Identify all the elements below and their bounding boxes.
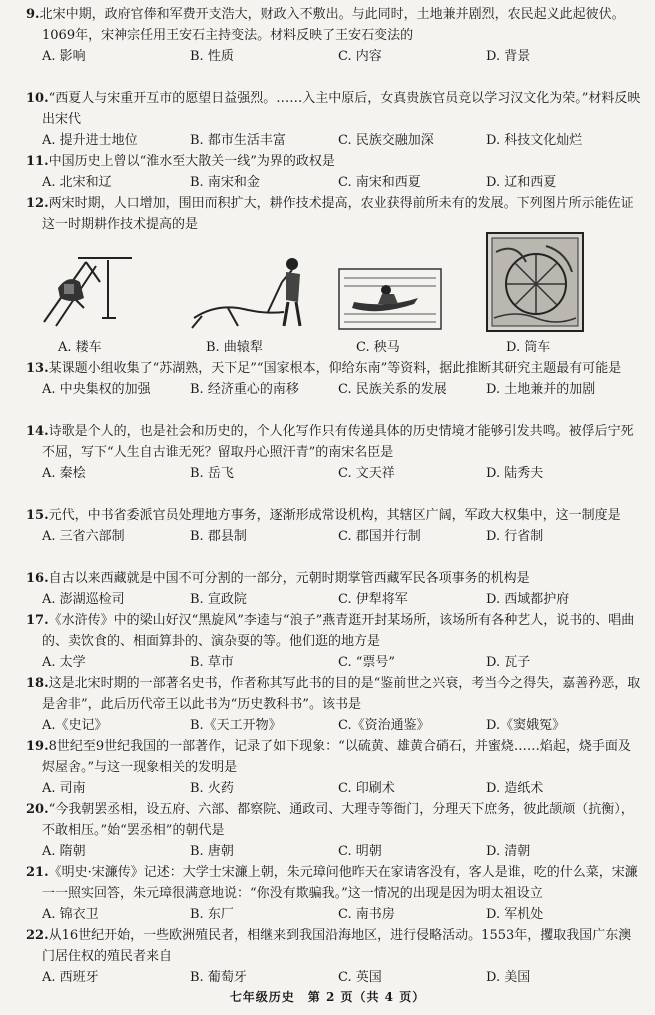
option-b[interactable]: B. 都市生活丰富	[190, 133, 286, 148]
option-d[interactable]: D. 瓦子	[486, 655, 531, 670]
option-a[interactable]: A. 三省六部制	[42, 529, 125, 544]
option-b[interactable]: B. 草市	[190, 655, 234, 670]
options	[42, 904, 641, 925]
option-d[interactable]: D. 陆秀夫	[486, 466, 544, 481]
question-stem	[26, 358, 641, 379]
question-stem	[26, 862, 641, 904]
question-number: 14.	[26, 424, 49, 439]
options	[42, 841, 641, 862]
option-d[interactable]: D. 造纸术	[486, 781, 544, 796]
question-number: 22.	[26, 928, 49, 943]
option-d[interactable]: D.《窦娥冤》	[486, 718, 566, 733]
option-c[interactable]: C. 南宋和西夏	[338, 175, 421, 190]
question-20	[0, 799, 655, 862]
options	[42, 715, 641, 736]
question-14	[0, 421, 655, 484]
question-number: 9.	[26, 7, 40, 22]
option-a[interactable]: A. 澎湖巡检司	[42, 592, 125, 607]
question-stem	[26, 421, 641, 463]
option-d[interactable]: D. 辽和西夏	[486, 175, 557, 190]
option-b[interactable]: B. 宣政院	[190, 592, 247, 607]
question-19	[0, 736, 655, 799]
option-d[interactable]: D. 行省制	[486, 529, 544, 544]
option-b[interactable]: B. 岳飞	[190, 466, 234, 481]
question-number: 10.	[26, 91, 49, 106]
question-16	[0, 568, 655, 610]
option-a[interactable]: A. 司南	[42, 781, 86, 796]
stem-text: 北宋中期，政府官俸和军费开支浩大，财政入不敷出。与此同时，土地兼并剧烈，农民起义此起彼伏。1069年，宋神宗任用王安石主持变法。材料反映了王安石变法的	[39, 7, 625, 43]
stem-text: 中国历史上曾以“淮水至大散关一线”为界的政权是	[48, 154, 335, 169]
option-b[interactable]: B. 火药	[190, 781, 234, 796]
stem-text: 8世纪至9世纪我国的一部著作，记录了如下现象：“以硫黄、雄黄合硝石，并蜜烧……焰起，烧手面及烬屋舍。”与这一现象相关的发明是	[42, 739, 631, 775]
question-10	[0, 88, 655, 151]
figure-caption-d[interactable]: D. 筒车	[506, 340, 551, 355]
option-c[interactable]: C. 伊犁将军	[338, 592, 408, 607]
question-stem	[26, 88, 641, 130]
option-a[interactable]: A. 隋朝	[42, 844, 86, 859]
stem-text: 元代，中书省委派官员处理地方事务，逐渐形成常设机构，其辖区广阔，军政大权集中，这一制度是	[48, 508, 621, 523]
option-b[interactable]: B. 南宋和金	[190, 175, 260, 190]
option-b[interactable]: B. 东厂	[190, 907, 234, 922]
question-number: 17.	[26, 613, 49, 628]
option-d[interactable]: D. 美国	[486, 970, 531, 985]
figure-caption-c[interactable]: C. 秧马	[356, 340, 400, 355]
options	[42, 463, 641, 484]
stem-text: 自古以来西藏就是中国不可分割的一部分，元朝时期掌管西藏军民各项事务的机构是	[48, 571, 530, 586]
waterwheel-icon[interactable]	[486, 232, 584, 332]
question-stem	[26, 736, 641, 778]
stem-text: 从16世纪开始，一些欧洲殖民者，相继来到我国沿海地区，进行侵略活动。1553年，攫取我国广东澳门居住权的殖民者来自	[42, 928, 632, 964]
rice-seedling-horse-icon[interactable]	[338, 268, 442, 330]
question-number: 16.	[26, 571, 49, 586]
option-d[interactable]: D. 军机处	[486, 907, 544, 922]
option-c[interactable]: C. “票号”	[338, 655, 396, 670]
option-d[interactable]: D. 背景	[486, 49, 531, 64]
question-number: 12.	[26, 196, 49, 211]
stem-text: 《明史·宋濂传》记述：大学士宋濂上朝，朱元璋问他昨天在家请客没有，客人是谁，吃的什么菜，宋濂一一照实回答，朱元璋很满意地说：“你没有欺骗我。”这一情况的出现是因为明太祖设立	[42, 865, 638, 901]
options	[42, 379, 641, 400]
question-stem	[26, 925, 641, 967]
option-a[interactable]: A. 影响	[42, 49, 86, 64]
option-b[interactable]: B. 葡萄牙	[190, 970, 247, 985]
question-9	[0, 4, 655, 67]
option-a[interactable]: A. 西班牙	[42, 970, 99, 985]
stem-text: 这是北宋时期的一部著名史书，作者称其写此书的目的是“鉴前世之兴衰，考当今之得失，嘉善矜恶，取是舍非”，此后历代帝王以此书为“历史教科书”。该书是	[42, 676, 641, 712]
question-number: 13.	[26, 361, 49, 376]
option-a[interactable]: A. 秦桧	[42, 466, 86, 481]
options	[42, 967, 641, 988]
option-c[interactable]: C. 文天祥	[338, 466, 395, 481]
question-number: 11.	[26, 154, 49, 169]
question-12	[0, 193, 655, 235]
stem-text: “今我朝罢丞相，设五府、六部、都察院、通政司、大理寺等衙门，分理天下庶务，彼此颉颃（抗衡），不敢相压。”始“罢丞相”的朝代是	[42, 802, 634, 838]
stem-text: 《水浒传》中的梁山好汉“黑旋风”李逵与“浪子”燕青逛开封某场所，该场所有各种艺人，说书的、唱曲的、卖饮食的、相面算卦的、演杂耍的等。他们逛的地方是	[42, 613, 635, 649]
question-number: 18.	[26, 676, 49, 691]
option-a[interactable]: A. 锦衣卫	[42, 907, 99, 922]
option-a[interactable]: A. 提升进士地位	[42, 133, 138, 148]
question-stem	[26, 151, 641, 172]
options	[42, 589, 641, 610]
stem-text: 某课题小组收集了“苏湖熟，天下足”“国家根本，仰给东南”等资料，据此推断其研究主题最有可能是	[48, 361, 622, 376]
question-stem	[26, 673, 641, 715]
option-d[interactable]: D. 西域都护府	[486, 592, 570, 607]
stem-text: 诗歌是个人的，也是社会和历史的，个人化写作只有传递具体的历史情境才能够引发共鸣。被俘后宁死不屈，写下“人生自古谁无死？留取丹心照汗青”的南宋名臣是	[42, 424, 634, 460]
question-number: 19.	[26, 739, 49, 754]
question-number: 20.	[26, 802, 49, 817]
option-b[interactable]: B. 性质	[190, 49, 234, 64]
option-a[interactable]: A. 太学	[42, 655, 86, 670]
question-13	[0, 358, 655, 400]
seed-drill-icon[interactable]	[38, 252, 138, 332]
figure-caption-b[interactable]: B. 曲辕犁	[206, 340, 263, 355]
question-15	[0, 505, 655, 547]
question-21	[0, 862, 655, 925]
option-c[interactable]: C.《资治通鉴》	[338, 718, 430, 733]
question-17	[0, 610, 655, 673]
option-c[interactable]: C. 南书房	[338, 907, 395, 922]
option-c[interactable]: C. 民族交融加深	[338, 133, 434, 148]
question-18	[0, 673, 655, 736]
stem-text: 两宋时期，人口增加，围田而积扩大，耕作技术提高，农业获得前所未有的发展。下列图片所示能佐证这一时期耕作技术提高的是	[42, 196, 634, 232]
option-b[interactable]: B. 经济重心的南移	[190, 382, 299, 397]
option-d[interactable]: D. 科技文化灿烂	[486, 133, 583, 148]
option-d[interactable]: D. 土地兼并的加剧	[486, 382, 596, 397]
question-stem	[26, 505, 641, 526]
question-stem	[26, 568, 641, 589]
option-b[interactable]: B. 唐朝	[190, 844, 234, 859]
option-c[interactable]: C. 印刷术	[338, 781, 395, 796]
option-c[interactable]: C. 民族关系的发展	[338, 382, 447, 397]
options	[42, 130, 641, 151]
question-stem	[26, 4, 641, 46]
figure-caption-a[interactable]: A. 耧车	[58, 340, 102, 355]
question-number: 15.	[26, 508, 49, 523]
option-b[interactable]: B. 郡县制	[190, 529, 247, 544]
option-c[interactable]: C. 郡国并行制	[338, 529, 421, 544]
question-22	[0, 925, 655, 988]
option-a[interactable]: A. 中央集权的加强	[42, 382, 151, 397]
question-stem	[26, 193, 641, 235]
option-c[interactable]: C. 内容	[338, 49, 382, 64]
options	[42, 652, 641, 673]
options	[42, 778, 641, 799]
question-stem	[26, 799, 641, 841]
figure-row	[38, 232, 638, 355]
option-a[interactable]: A. 北宋和辽	[42, 175, 112, 190]
question-stem	[26, 610, 641, 652]
options	[42, 46, 641, 67]
option-d[interactable]: D. 清朝	[486, 844, 531, 859]
options	[42, 526, 641, 547]
question-number: 21.	[26, 865, 49, 880]
option-b[interactable]: B.《天工开物》	[190, 718, 282, 733]
curved-plough-icon[interactable]	[188, 252, 308, 336]
option-c[interactable]: C. 明朝	[338, 844, 382, 859]
option-c[interactable]: C. 英国	[338, 970, 382, 985]
question-11	[0, 151, 655, 193]
option-a[interactable]: A.《史记》	[42, 718, 108, 733]
stem-text: “西夏人与宋重开互市的愿望日益强烈。……入主中原后，女真贵族官员竞以学习汉文化为荣。”材料反映出宋代	[42, 91, 641, 127]
page-footer: 七年级历史 第 2 页（共 4 页）	[229, 990, 426, 1004]
options	[42, 172, 641, 193]
